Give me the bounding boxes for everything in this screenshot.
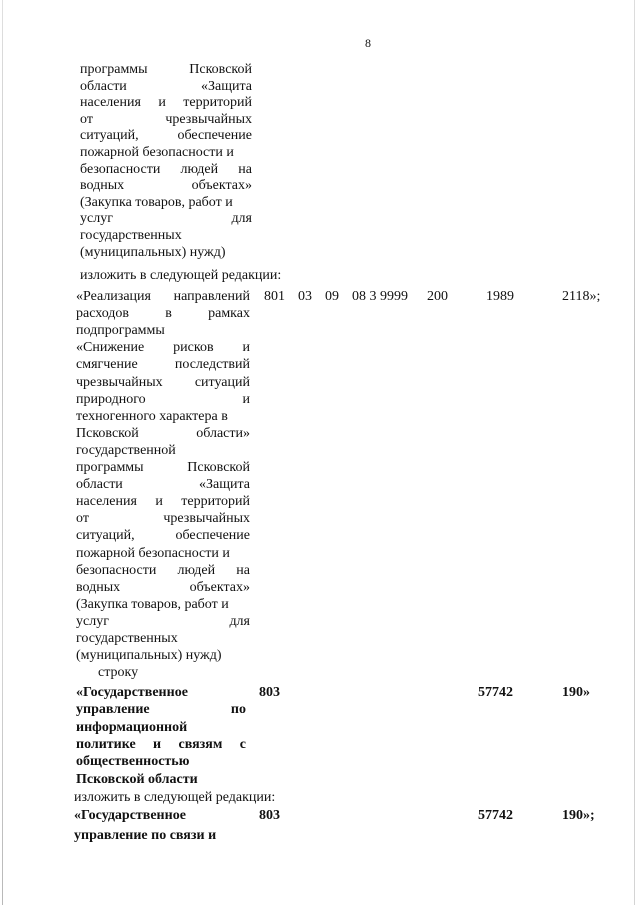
text-word: водных bbox=[76, 579, 121, 595]
text-word: Псковской области bbox=[76, 771, 198, 787]
text-word: объектах» bbox=[189, 579, 250, 595]
text-word: «Защита bbox=[200, 78, 252, 94]
ministry-code: 803 bbox=[259, 808, 280, 823]
text-line bbox=[80, 195, 233, 211]
text-word: управление bbox=[76, 702, 150, 718]
text-line bbox=[76, 580, 250, 596]
text-word: для bbox=[231, 211, 252, 227]
text-line bbox=[74, 828, 216, 844]
text-word: от bbox=[76, 511, 89, 527]
text-word: управление по связи и bbox=[74, 828, 217, 843]
text-word: обеспечение bbox=[175, 528, 250, 544]
text-word: (Закупка товаров, работ и bbox=[76, 596, 229, 612]
text-line bbox=[76, 631, 178, 647]
text-word: для bbox=[229, 613, 250, 629]
text-line bbox=[76, 477, 250, 493]
text-line bbox=[76, 306, 250, 322]
text-line bbox=[80, 228, 182, 244]
text-line bbox=[80, 145, 234, 161]
text-word: (муниципальных) нужд) bbox=[76, 648, 222, 664]
text-line bbox=[80, 112, 252, 128]
text-word: общественностью bbox=[76, 754, 190, 770]
text-word: Псковской bbox=[76, 425, 139, 441]
ministry-code: 801 bbox=[264, 289, 285, 304]
text-word: территорий bbox=[181, 494, 250, 510]
text-word: населения bbox=[80, 95, 141, 111]
text-line bbox=[76, 597, 229, 613]
amount-year-1: 1989 bbox=[486, 289, 514, 304]
text-line bbox=[74, 808, 186, 824]
text-word: безопасности bbox=[80, 161, 161, 177]
text-word: обеспечение bbox=[177, 128, 252, 144]
text-word: ситуаций, bbox=[76, 528, 135, 544]
text-word: населения bbox=[76, 494, 137, 510]
text-word: «Снижение bbox=[76, 340, 145, 356]
text-line bbox=[76, 563, 250, 579]
text-line bbox=[76, 323, 165, 339]
text-word: области bbox=[80, 78, 127, 94]
text-word: (Закупка товаров, работ и bbox=[80, 194, 233, 210]
text-word: пожарной безопасности и bbox=[76, 545, 230, 561]
text-line bbox=[76, 648, 222, 664]
text-word: безопасности bbox=[76, 562, 157, 578]
text-word: государственных bbox=[76, 631, 178, 646]
text-word: ситуаций, bbox=[80, 128, 139, 144]
text-line bbox=[80, 162, 252, 178]
text-line bbox=[76, 494, 250, 510]
target-article-code: 08 3 9999 bbox=[352, 289, 408, 304]
amount-year-2: 2118»; bbox=[562, 289, 601, 304]
text-line bbox=[76, 375, 250, 391]
text-word: программы bbox=[80, 62, 148, 77]
text-word: ситуаций bbox=[194, 374, 250, 390]
ministry-code: 803 bbox=[259, 685, 280, 700]
text-word: территорий bbox=[183, 95, 252, 111]
page-edge-right bbox=[634, 0, 635, 905]
expense-type-code: 200 bbox=[427, 289, 448, 304]
text-line bbox=[76, 289, 250, 305]
text-word: связям bbox=[178, 736, 223, 752]
text-word: людей bbox=[177, 562, 216, 578]
row-label-instruction: строку bbox=[98, 665, 139, 680]
text-word: людей bbox=[180, 161, 219, 177]
text-line bbox=[76, 614, 250, 630]
text-line bbox=[76, 737, 246, 753]
text-word: рамках bbox=[208, 306, 250, 322]
text-word: смягчение bbox=[76, 357, 138, 373]
text-word: последствий bbox=[174, 357, 250, 373]
text-line bbox=[76, 772, 198, 788]
text-word: и bbox=[242, 391, 250, 407]
text-line bbox=[76, 340, 250, 356]
text-word: информационной bbox=[76, 719, 188, 735]
text-line bbox=[80, 62, 252, 78]
text-word: от bbox=[80, 111, 93, 127]
text-word: (муниципальных) нужд) bbox=[80, 244, 226, 260]
text-word: государственной bbox=[76, 442, 176, 458]
amount-year-1: 57742 bbox=[478, 808, 513, 823]
text-line bbox=[76, 409, 228, 425]
text-line bbox=[76, 460, 250, 476]
text-word: «Защита bbox=[198, 477, 250, 493]
text-word: «Государственное bbox=[74, 808, 186, 823]
text-line bbox=[80, 178, 252, 194]
amount-year-1: 57742 bbox=[478, 685, 513, 700]
section-code: 03 bbox=[298, 289, 312, 304]
text-word: природного bbox=[76, 391, 146, 407]
edit-instruction: изложить в следующей редакции: bbox=[74, 790, 276, 805]
text-word: расходов bbox=[76, 306, 130, 322]
subsection-code: 09 bbox=[325, 289, 339, 304]
amount-year-2: 190» bbox=[562, 685, 590, 700]
text-word: и bbox=[153, 736, 162, 752]
text-line bbox=[76, 443, 176, 459]
text-line bbox=[76, 392, 250, 408]
edit-instruction: изложить в следующей редакции: bbox=[80, 268, 282, 283]
text-word: рисков bbox=[173, 340, 214, 356]
text-word: на bbox=[236, 562, 250, 578]
text-line bbox=[76, 528, 250, 544]
text-word: на bbox=[238, 161, 252, 177]
text-word: направлений bbox=[173, 289, 250, 304]
text-word: пожарной безопасности и bbox=[80, 145, 234, 160]
text-word: чрезвычайных bbox=[165, 111, 252, 127]
text-word: «Реализация bbox=[76, 289, 151, 304]
page-number: 8 bbox=[365, 36, 371, 50]
text-word: по bbox=[230, 702, 246, 718]
text-line bbox=[80, 95, 252, 111]
text-word: в bbox=[165, 306, 172, 322]
text-word: чрезвычайных bbox=[163, 511, 250, 527]
text-line bbox=[80, 128, 252, 144]
text-line bbox=[76, 685, 188, 701]
text-word: услуг bbox=[80, 211, 113, 227]
text-line bbox=[76, 511, 250, 527]
text-word: водных bbox=[80, 178, 125, 194]
text-word: государственных bbox=[80, 228, 182, 243]
text-line bbox=[80, 79, 252, 95]
page-edge-left bbox=[2, 0, 3, 905]
text-line bbox=[80, 211, 252, 227]
text-word: Псковской bbox=[189, 62, 252, 77]
text-line bbox=[76, 702, 246, 718]
text-word: техногенного характера в bbox=[76, 408, 228, 424]
text-word: и bbox=[242, 340, 250, 356]
text-line bbox=[76, 754, 189, 770]
text-line bbox=[76, 546, 230, 562]
text-line bbox=[80, 245, 226, 261]
text-word: услуг bbox=[76, 613, 109, 629]
text-word: и bbox=[158, 95, 166, 111]
text-word: с bbox=[239, 736, 246, 752]
text-word: «Государственное bbox=[76, 685, 188, 700]
text-word: политике bbox=[76, 736, 136, 752]
amount-year-2: 190»; bbox=[562, 808, 595, 823]
text-word: Псковской bbox=[187, 460, 250, 475]
text-word: подпрограммы bbox=[76, 323, 165, 339]
text-word: программы bbox=[76, 460, 144, 475]
text-word: чрезвычайных bbox=[76, 374, 163, 390]
text-line bbox=[76, 426, 250, 442]
text-line bbox=[76, 720, 187, 736]
text-word: объектах» bbox=[191, 178, 252, 194]
text-line bbox=[76, 357, 250, 373]
text-word: и bbox=[155, 494, 163, 510]
text-word: области» bbox=[196, 425, 250, 441]
text-word: области bbox=[76, 477, 123, 493]
